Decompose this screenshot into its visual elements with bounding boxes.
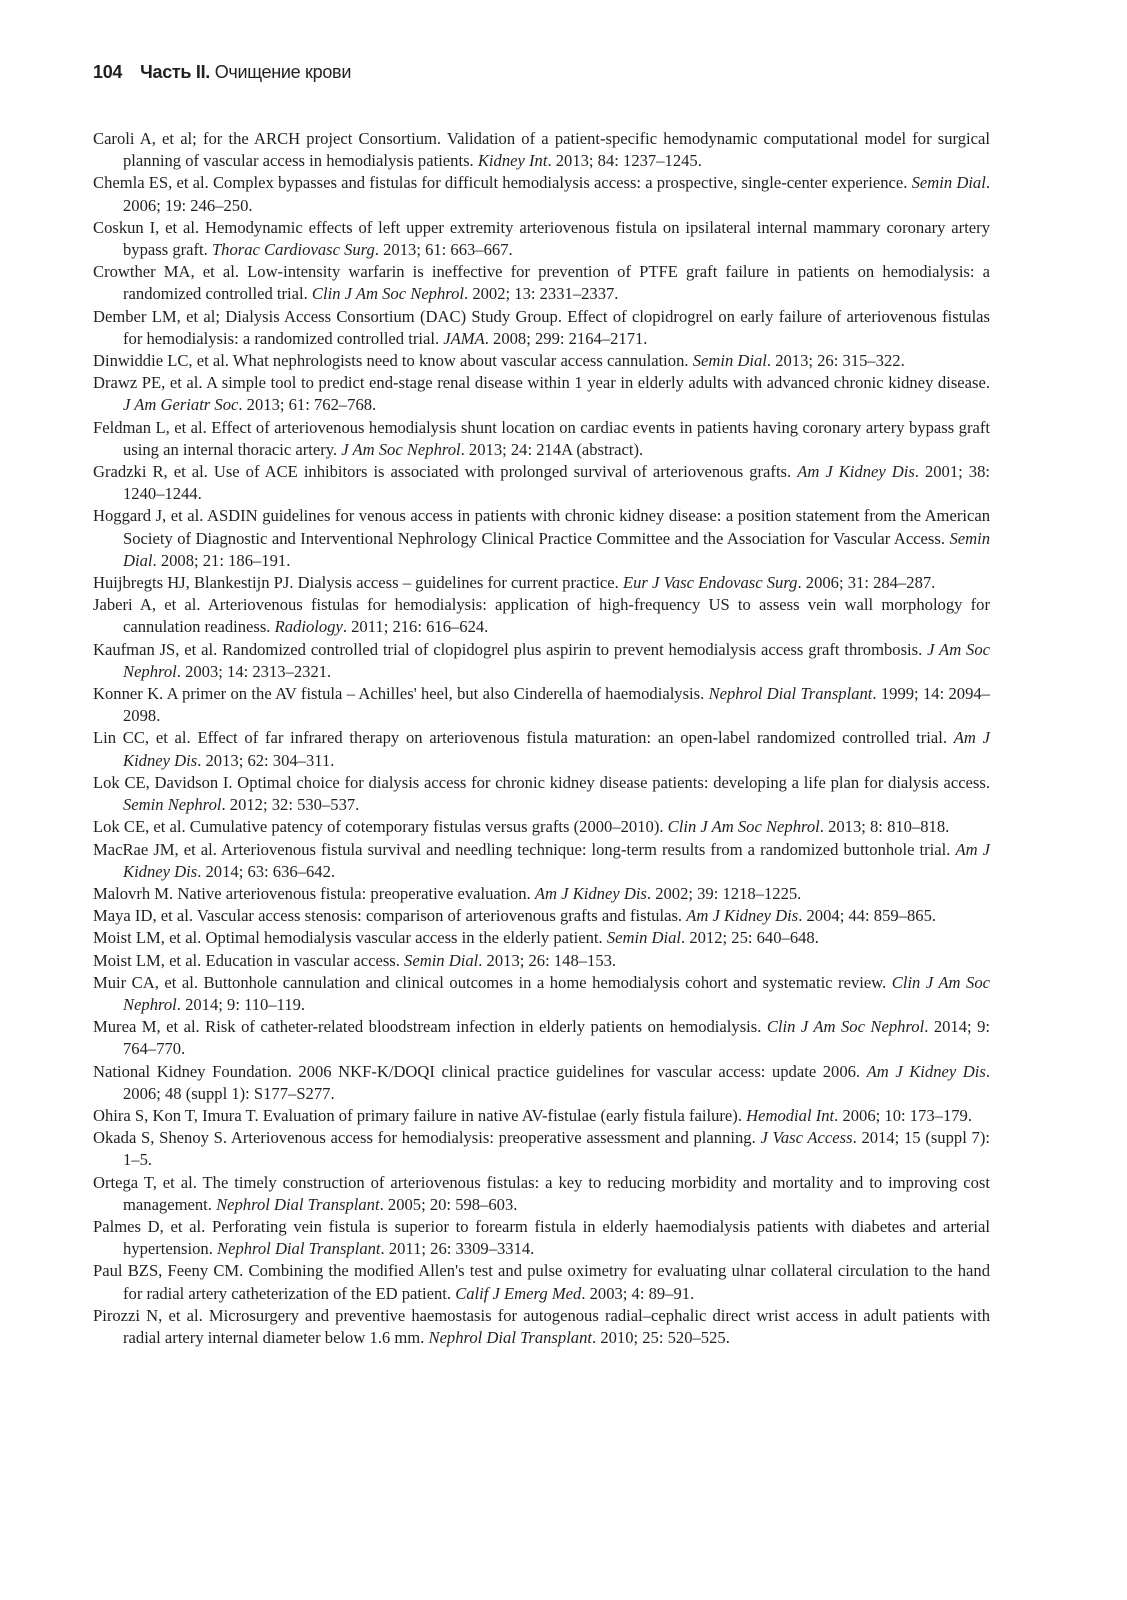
reference-entry [93,417,990,461]
citation-details: . 2013; 26: 315–322. [766,351,905,371]
reference-entry [93,505,990,572]
reference-entry [93,572,990,594]
reference-entry [93,261,990,305]
citation-details: . 2013; 61: 762–768. [238,395,377,415]
citation-details: . 2006; 10: 173–179. [834,1105,972,1125]
reference-text: Okada S, Shenoy S. Arteriovenous access for hemodialysis: preoperative assessment and planning. [93,1128,761,1148]
reference-text: Ohira S, Kon T, Imura T. Evaluation of primary failure in native AV-fistulae (early fistula failure). [93,1105,747,1125]
reference-entry [93,639,990,683]
journal-name: Thorac Cardiovasc Surg [211,240,375,260]
reference-text: Malovrh M. Native arteriovenous fistula: preoperative evaluation. [93,883,535,903]
reference-entry [93,306,990,350]
reference-text: Palmes D, et al. Perforating vein fistula is superior to forearm fistula in elderly haemodialysis patients with diabetes and arterial hypertension. [93,1216,990,1259]
reference-text: Maya ID, et al. Vascular access stenosis: comparison of arteriovenous grafts and fistulas. [93,906,687,926]
journal-name: Nephrol Dial Transplant [428,1327,593,1347]
reference-entry [93,972,990,1016]
reference-text: Lok CE, et al. Cumulative patency of cotemporary fistulas versus grafts (2000–2010). [93,817,668,837]
citation-details: . 2001; 38: 1240–1244. [123,462,990,504]
journal-name: J Am Soc Nephrol [123,639,990,681]
reference-text: Crowther MA, et al. Low-intensity warfarin is ineffective for prevention of PTFE graft failure in patients on hemodialysis: a randomized controlled trial. [93,262,990,304]
reference-entry [93,839,990,883]
reference-text: Moist LM, et al. Optimal hemodialysis vascular access in the elderly patient. [93,928,607,948]
chapter-title: Очищение крови [214,62,352,82]
journal-name: Am J Kidney Dis [534,883,647,903]
citation-details: . 2011; 26: 3309–3314. [380,1239,535,1259]
journal-name: Am J Kidney Dis [123,728,991,770]
reference-text: Dember LM, et al; Dialysis Access Consortium (DAC) Study Group. Effect of clopidrogrel on early failure of arteriovenous fistulas for hemodialysis: a randomized controlled trial. [93,306,990,348]
reference-text: Konner K. A primer on the AV fistula – Achilles' heel, but also Cinderella of haemodialysis. [93,684,709,704]
reference-entry [93,816,990,838]
citation-details: . 2008; 21: 186–191. [152,550,291,570]
journal-name: Semin Dial [692,351,767,371]
journal-name: Nephrol Dial Transplant [217,1239,381,1259]
journal-name: Am J Kidney Dis [866,1061,986,1081]
citation-details: . 2013; 62: 304–311. [197,750,335,770]
citation-details: . 2003; 4: 89–91. [581,1283,695,1303]
reference-entry [93,1016,990,1060]
journal-name: Am J Kidney Dis [686,906,799,926]
page-number: 104 [93,62,123,82]
journal-name: Hemodial Int [746,1105,835,1125]
reference-entry [93,883,990,905]
citation-details: . 2008; 299: 2164–2171. [484,328,648,348]
citation-details: . 2014; 9: 110–119. [176,994,306,1014]
journal-name: JAMA [443,328,485,348]
reference-text: Muir CA, et al. Buttonhole cannulation and clinical outcomes in a home hemodialysis cohort and systematic review. [93,972,892,992]
reference-entry [93,372,990,416]
reference-entry [93,461,990,505]
reference-text: Moist LM, et al. Education in vascular access. [93,950,405,970]
citation-details: . 2013; 8: 810–818. [819,817,950,837]
citation-details: . 2014; 15 (suppl 7): 1–5. [123,1128,990,1170]
reference-entry [93,927,990,949]
journal-name: J Am Geriatr Soc [123,395,239,415]
reference-entry [93,1105,990,1127]
citation-details: . 2002; 39: 1218–1225. [646,883,802,903]
journal-name: Clin J Am Soc Nephrol [766,1017,925,1037]
journal-name: Am J Kidney Dis [797,462,915,482]
reference-entry [93,683,990,727]
reference-text: Coskun I, et al. Hemodynamic effects of left upper extremity arteriovenous fistula on ipsilateral internal mammary coronary artery bypass graft. [93,217,990,260]
reference-entry [93,772,990,816]
running-head [93,62,351,83]
reference-text: Hoggard J, et al. ASDIN guidelines for venous access in patients with chronic kidney disease: a position statement from the American Society of Diagnostic and Interventional Nephrology Clinical Practice Committee and the Association for Vascular Access. [93,506,990,548]
citation-details: . 2002; 13: 2331–2337. [464,284,619,304]
reference-entry [93,217,990,261]
reference-text: MacRae JM, et al. Arteriovenous fistula survival and needling technique: long-term results from a randomized buttonhole trial. [93,839,956,859]
reference-entry [93,1172,990,1216]
reference-entry [93,1061,990,1105]
journal-name: Calif J Emerg Med [455,1283,582,1303]
citation-details: . 2006; 31: 284–287. [797,573,936,593]
journal-name: Semin Nephrol [123,795,222,815]
reference-entry [93,172,990,216]
citation-details: . 2013; 26: 148–153. [478,950,617,970]
citation-details: . 2010; 25: 520–525. [592,1327,730,1347]
reference-entry [93,727,990,771]
citation-details: . 2012; 25: 640–648. [681,928,819,948]
reference-text: Pirozzi N, et al. Microsurgery and preventive haemostasis for autogenous radial–cephalic direct wrist access in adult patients with radial artery internal diameter below 1.6 mm. [93,1305,990,1347]
citation-details: . 2014; 9: 764–770. [123,1017,991,1059]
reference-text: Lok CE, Davidson I. Optimal choice for dialysis access for chronic kidney disease patients: developing a life plan for dialysis access. [93,772,990,792]
journal-name: Radiology [274,617,343,637]
reference-entry [93,1305,990,1349]
reference-text: Dinwiddie LC, et al. What nephrologists need to know about vascular access cannulation. [93,351,693,371]
reference-entry [93,1127,990,1171]
citation-details: . 2003; 14: 2313–2321. [176,661,332,681]
reference-entry [93,905,990,927]
journal-name: Semin Dial [911,173,986,193]
journal-name: J Vasc Access [760,1128,853,1148]
citation-details: . 2006; 19: 246–250. [123,173,991,215]
citation-details: . 2013; 84: 1237–1245. [547,151,702,171]
journal-name: Semin Dial [404,950,479,970]
citation-details: . 2005; 20: 598–603. [379,1194,518,1214]
reference-entry [93,950,990,972]
reference-text: National Kidney Foundation. 2006 NKF-K/DOQI clinical practice guidelines for vascular access: update 2006. [93,1061,867,1081]
reference-entry [93,594,990,638]
journal-name: Nephrol Dial Transplant [708,684,873,704]
citation-details: . 1999; 14: 2094–2098. [123,684,990,726]
reference-entry [93,1216,990,1260]
journal-name: Clin J Am Soc Nephrol [123,972,990,1014]
reference-text: Jaberi A, et al. Arteriovenous fistulas for hemodialysis: application of high-frequency US to assess vein wall morphology for cannulation readiness. [93,595,990,637]
journal-name: Eur J Vasc Endovasc Surg [622,573,798,593]
reference-text: Lin CC, et al. Effect of far infrared therapy on arteriovenous fistula maturation: an open-label randomized controlled trial. [93,728,954,748]
reference-entry [93,128,990,172]
reference-list [93,128,990,1349]
journal-name: Nephrol Dial Transplant [216,1194,380,1214]
reference-text: Chemla ES, et al. Complex bypasses and fistulas for difficult hemodialysis access: a prospective, single-center experience. [93,173,912,193]
citation-details: . 2006; 48 (suppl 1): S177–S277. [123,1061,990,1103]
citation-details: . 2012; 32: 530–537. [221,795,360,815]
journal-name: Clin J Am Soc Nephrol [667,817,820,837]
journal-name: Semin Dial [123,528,990,570]
journal-name: J Am Soc Nephrol [341,439,461,459]
reference-text: Paul BZS, Feeny CM. Combining the modified Allen's test and pulse oximetry for evaluating ulnar collateral circulation to the hand for radial artery catheterization of the ED patient. [93,1261,990,1303]
reference-text: Drawz PE, et al. A simple tool to predict end-stage renal disease within 1 year in elderly adults with advanced chronic kidney disease. [93,373,990,393]
reference-text: Ortega T, et al. The timely construction of arteriovenous fistulas: a key to reducing morbidity and mortality and to improving cost management. [93,1172,990,1214]
journal-name: Am J Kidney Dis [123,839,990,881]
journal-name: Kidney Int [477,151,548,171]
citation-details: . 2013; 61: 663–667. [374,240,513,260]
reference-text: Caroli A, et al; for the ARCH project Consortium. Validation of a patient-specific hemodynamic computational model for surgical planning of vascular access in hemodialysis patients. [93,129,990,171]
reference-text: Kaufman JS, et al. Randomized controlled trial of clopidogrel plus aspirin to prevent hemodialysis access graft thrombosis. [93,639,928,659]
journal-name: Semin Dial [606,928,682,948]
reference-text: Murea M, et al. Risk of catheter-related bloodstream infection in elderly patients on hemodialysis. [93,1017,767,1037]
reference-text: Huijbregts HJ, Blankestijn PJ. Dialysis access – guidelines for current practice. [93,573,623,593]
part-label: Часть II. [140,62,210,82]
citation-details: . 2011; 216: 616–624. [342,617,489,637]
citation-details: . 2004; 44: 859–865. [798,906,937,926]
reference-entry [93,350,990,372]
reference-text: Feldman L, et al. Effect of arteriovenous hemodialysis shunt location on cardiac events in patients having coronary artery bypass graft using an internal thoracic artery. [93,417,990,459]
journal-name: Clin J Am Soc Nephrol [311,284,465,304]
reference-entry [93,1260,990,1304]
citation-details: . 2014; 63: 636–642. [197,861,336,881]
reference-text: Gradzki R, et al. Use of ACE inhibitors is associated with prolonged survival of arteriovenous grafts. [93,462,798,482]
citation-details: . 2013; 24: 214A (abstract). [460,439,644,459]
